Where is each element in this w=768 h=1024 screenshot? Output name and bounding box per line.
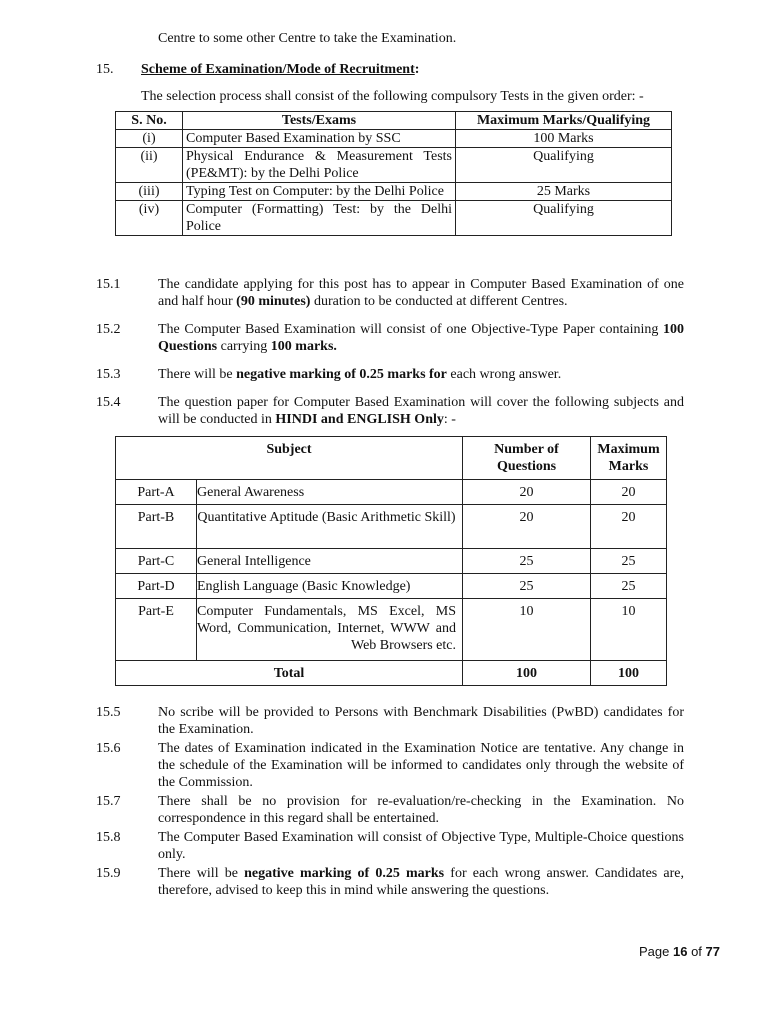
header-tests: Tests/Exams: [183, 112, 456, 130]
cell-subject: General Intelligence: [197, 549, 463, 574]
cell-marks: 25: [591, 574, 667, 599]
para-15-9: There will be negative marking of 0.25 marks for each wrong answer. Candidates are, therefore, advised to keep this in mind while answering the questions.: [158, 866, 684, 898]
para-15-4: The question paper for Computer Based Examination will cover the following subjects and will be conducted in HINDI and ENGLISH Only: -: [158, 395, 684, 427]
cell-part: Part-D: [116, 574, 197, 599]
cell-marks: Qualifying: [456, 201, 672, 236]
cell-questions: 25: [463, 574, 591, 599]
para-number: 15.3: [96, 367, 121, 382]
cell-total-label: Total: [116, 661, 463, 686]
cell-part: Part-B: [116, 505, 197, 549]
table-row: [116, 599, 667, 661]
para-number: 15.1: [96, 277, 121, 292]
para-15-8: The Computer Based Examination will consist of Objective Type, Multiple-Choice questions only.: [158, 830, 684, 862]
cell-subject: General Awareness: [197, 480, 463, 505]
cell-test: Computer (Formatting) Test: by the Delhi Police: [183, 201, 456, 236]
cell-marks: 100 Marks: [456, 130, 672, 148]
table-row: [116, 201, 672, 236]
cell-questions: 20: [463, 505, 591, 549]
cell-questions: 25: [463, 549, 591, 574]
header-questions: Number of Questions: [463, 437, 591, 480]
para-15-2: The Computer Based Examination will consist of one Objective-Type Paper containing 100 Questions carrying 100 marks.: [158, 322, 684, 354]
para-number: 15.8: [96, 830, 121, 845]
section-intro: The selection process shall consist of the following compulsory Tests in the given order: -: [141, 89, 644, 104]
cell-part: Part-E: [116, 599, 197, 661]
cell-test: Computer Based Examination by SSC: [183, 130, 456, 148]
cell-marks: Qualifying: [456, 148, 672, 183]
table-row: [116, 148, 672, 183]
table-header-row: [116, 437, 667, 480]
para-15-5: No scribe will be provided to Persons with Benchmark Disabilities (PwBD) candidates for the Examination.: [158, 705, 684, 737]
table-row: [116, 480, 667, 505]
table-total-row: [116, 661, 667, 686]
cell-sno: (ii): [116, 148, 183, 183]
para-number: 15.7: [96, 794, 121, 809]
cell-marks: 20: [591, 505, 667, 549]
cell-test: Physical Endurance & Measurement Tests (PE&MT): by the Delhi Police: [183, 148, 456, 183]
para-15-6: The dates of Examination indicated in the Examination Notice are tentative. Any change in the schedule of the Examination will be informed to candidates only through the website of the Commission.: [158, 741, 684, 790]
para-number: 15.2: [96, 322, 121, 337]
table-header-row: [116, 112, 672, 130]
section-heading: Scheme of Examination/Mode of Recruitment:: [141, 62, 420, 77]
continued-text: Centre to some other Centre to take the Examination.: [158, 31, 457, 46]
page-footer: Page 16 of 77: [639, 944, 720, 959]
para-number: 15.6: [96, 741, 121, 756]
para-number: 15.5: [96, 705, 121, 720]
cell-subject: Quantitative Aptitude (Basic Arithmetic Skill): [197, 505, 463, 549]
para-15-1: The candidate applying for this post has to appear in Computer Based Examination of one and half hour (90 minutes) duration to be conducted at different Centres.: [158, 277, 684, 309]
para-number: 15.4: [96, 395, 121, 410]
para-15-3: There will be negative marking of 0.25 marks for each wrong answer.: [158, 367, 562, 382]
cell-marks: 20: [591, 480, 667, 505]
cell-questions: 20: [463, 480, 591, 505]
cell-sno: (i): [116, 130, 183, 148]
cell-total-questions: 100: [463, 661, 591, 686]
header-subject: Subject: [116, 437, 463, 480]
para-15-7: There shall be no provision for re-evaluation/re-checking in the Examination. No correspondence in this regard shall be entertained.: [158, 794, 684, 826]
table-row: [116, 549, 667, 574]
para-number: 15.9: [96, 866, 121, 881]
section-number: 15.: [96, 62, 114, 77]
header-marks: Maximum Marks/Qualifying: [456, 112, 672, 130]
header-max-marks: Maximum Marks: [591, 437, 667, 480]
cell-total-marks: 100: [591, 661, 667, 686]
table-row: [116, 505, 667, 549]
cell-marks: 25 Marks: [456, 183, 672, 201]
cell-marks: 10: [591, 599, 667, 661]
cell-sno: (iv): [116, 201, 183, 236]
cell-marks: 25: [591, 549, 667, 574]
cell-test: Typing Test on Computer: by the Delhi Police: [183, 183, 456, 201]
table-row: [116, 574, 667, 599]
cell-part: Part-A: [116, 480, 197, 505]
header-sno: S. No.: [116, 112, 183, 130]
cell-subject: English Language (Basic Knowledge): [197, 574, 463, 599]
table-row: [116, 183, 672, 201]
table-row: [116, 130, 672, 148]
cell-sno: (iii): [116, 183, 183, 201]
cell-subject: Computer Fundamentals, MS Excel, MS Word, Communication, Internet, WWW and Web Browsers etc.: [197, 599, 463, 661]
cell-part: Part-C: [116, 549, 197, 574]
subjects-table: [115, 436, 667, 686]
tests-table: [115, 111, 672, 236]
cell-questions: 10: [463, 599, 591, 661]
